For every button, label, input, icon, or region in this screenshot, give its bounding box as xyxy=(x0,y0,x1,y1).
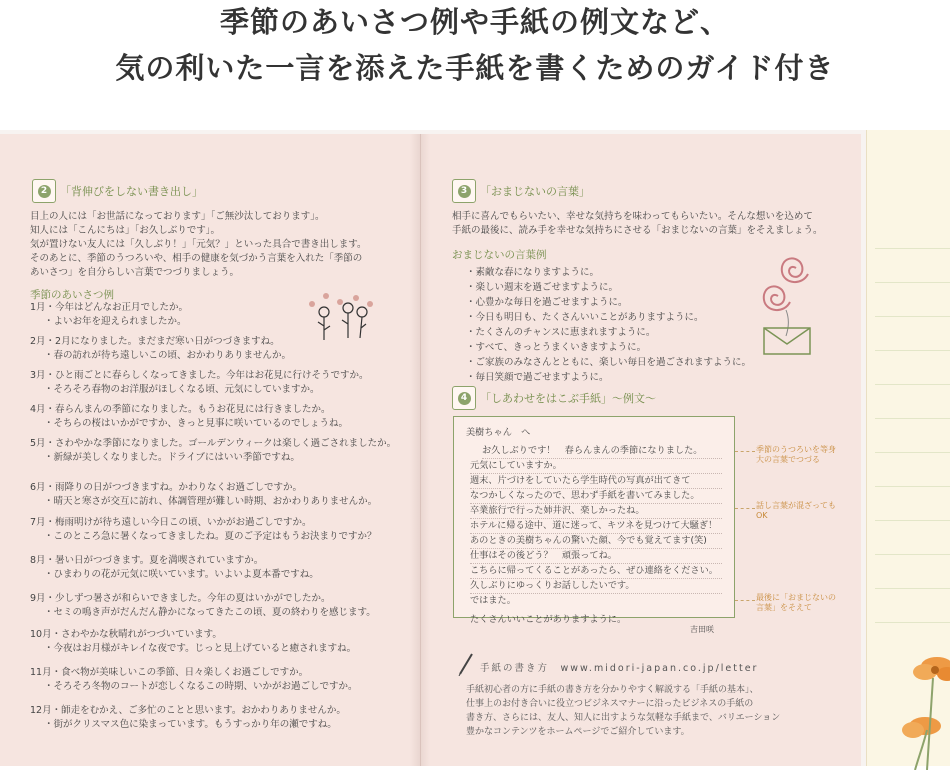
footer-line: 書き方、さらには、友人、知人に出すような気軽な手紙まで、バリエーション xyxy=(466,713,781,723)
letter-line: なつかしくなったので、思わず手紙を書いてみました。 xyxy=(470,488,722,504)
letter-line: こちらに帰ってくることがあったら、ぜひ連絡をください。 xyxy=(470,563,722,579)
month-item: 6月・雨降りの日がつづきますね。かわりなくお過ごしですか。 ・晴天と寒さが交互に訪れ、体調管理が難しい時期、おかわりありませんか。 xyxy=(30,482,378,507)
footer-line: 仕事上のお付き合いに役立つビジネスマナーに沿ったビジネスの手紙の xyxy=(466,699,754,709)
month-item: 2月・2月になりました。まだまだ寒い日がつづきますね。 ・春の訪れが待ち遠しいこの頃、おかわりありませんか。 xyxy=(30,336,292,361)
footer-line: 手紙初心者の方に手紙の書き方を分かりやすく解説する「手紙の基本」、 xyxy=(466,685,759,695)
month-item: 12月・師走をむかえ、ご多忙のことと思います。おかわりありませんか。 ・街がクリスマス色に染まっています。もうすっかり年の瀬ですね。 xyxy=(30,705,346,730)
envelope-3-icon: 3 xyxy=(452,179,476,203)
phrase-item: ・心豊かな毎日を過ごせますように。 xyxy=(466,297,628,308)
note-seasonal: 季節のうつろいを等身大の言葉でつづる xyxy=(756,445,836,464)
month-item: 1月・今年はどんなお正月でしたか。 ・よいお年を迎えられましたか。 xyxy=(30,302,189,327)
section-3-title: 「おまじないの言葉」 xyxy=(480,185,590,198)
letter-line: 週末、片づけをしていたら学生時代の写真が出てきて xyxy=(470,473,722,489)
intro-line: 知人には「こんにちは」「お久しぶりです」。 xyxy=(30,225,221,236)
note-casual: 話し言葉が混ざってもOK xyxy=(756,501,836,520)
letter-line: あのときの美樹ちゃんの驚いた顔、今でも覚えてます(笑) xyxy=(470,533,722,549)
phrase-item: ・毎日笑顔で過ごせますように。 xyxy=(466,372,609,383)
month-item: 7月・梅雨明けが待ち遠しい今日この頃、いかがお過ごしですか。 ・このところ急に暑くなってきましたね。夏のご予定はもうお決まりですか？ xyxy=(30,517,377,542)
headline-line-1: 季節のあいさつ例や手紙の例文など、 xyxy=(219,5,730,39)
section-4-header xyxy=(452,386,656,410)
phrase-item: ・ご家族のみなさんとともに、楽しい毎日を過ごされますように。 xyxy=(466,357,752,368)
intro-line: そのあとに、季節のうつろいや、相手の健康を気づかう言葉を入れた「季節の xyxy=(30,253,363,264)
letter-line: ではまた。 xyxy=(470,595,516,606)
headline-line-2: 気の利いた一言を添えた手紙を書くためのガイド付き xyxy=(115,51,835,85)
month-item: 9月・少しずつ暑さが和らいできました。今年の夏はいかがでしたか。 ・セミの鳴き声がだんだん静かになってきたこの頃、夏の終わりを感じます。 xyxy=(30,593,376,618)
month-item: 3月・ひと雨ごとに春らしくなってきました。今年はお花見に行けそうですか。 ・そろそろ春物のお洋服がほしくなる頃、元気にしていますか。 xyxy=(30,370,369,395)
letter-closing-line: たくさんいいことがありますように。 xyxy=(470,614,627,625)
footer-line: 豊かなコンテンツをホームページでご紹介しています。 xyxy=(466,727,690,737)
section-3-header xyxy=(452,179,590,203)
flower-sprout-icon xyxy=(300,290,380,344)
phrase-item: ・素敵な春になりますように。 xyxy=(466,267,600,278)
letter-line: 卒業旅行で行った姉井沢、楽しかったね。 xyxy=(470,503,722,519)
month-item: 8月・暑い日がつづきます。夏を満喫されていますか。 ・ひまわりの花が元気に咲いています。いよいよ夏本番ですね。 xyxy=(30,555,319,580)
month-item: 11月・食べ物が美味しいこの季節、日々楽しくお過ごしですか。 ・そろそろ冬物のコートが恋しくなるこの時期、いかがお過ごしですか。 xyxy=(30,667,358,692)
note-leader xyxy=(735,508,755,509)
section-3-intro-line: 相手に喜んでもらいたい、幸せな気持ちを味わってもらいたい。そんな想いを込めて xyxy=(452,211,813,222)
month-item: 5月・さわやかな季節になりました。ゴールデンウィークは楽しく過ごされましたか。 ・新緑が美しくなりました。ドライブにはいい季節ですね。 xyxy=(30,438,397,463)
intro-line: 気が置けない友人には「久しぶり！」「元気？」といった具合で書き出します。 xyxy=(30,239,367,250)
phrase-item: ・すべて、きっとうまくいきますように。 xyxy=(466,342,647,353)
phrase-item: ・たくさんのチャンスに恵まれますように。 xyxy=(466,327,656,338)
note-leader xyxy=(735,451,755,452)
spine-shadow xyxy=(410,134,430,766)
yellow-letter-paper xyxy=(866,130,950,766)
letter-line: お久しぶりです！ 春らんまんの季節になりました。 xyxy=(482,443,722,459)
month-item: 10月・さわやかな秋晴れがつづいています。 ・今夜はお月様がキレイな夜です。じっと見上げていると癒されますね。 xyxy=(30,629,357,654)
envelope-4-icon: 4 xyxy=(452,386,476,410)
spiral-envelope-icon xyxy=(756,250,826,360)
letter-line: 仕事はその後どう？ 頑張ってね。 xyxy=(470,548,722,564)
letter-signature: 吉田咲 xyxy=(690,625,714,634)
section-3-intro-line: 手紙の最後に、読み手を幸せな気持ちにさせる「おまじないの言葉」をそえましょう。 xyxy=(452,225,823,236)
section-2-title: 「背伸びをしない書き出し」 xyxy=(60,185,203,198)
seasonal-examples-title: 季節のあいさつ例 xyxy=(30,289,114,301)
footer-title: 手紙の書き方 www.midori-japan.co.jp/letter xyxy=(480,663,759,674)
note-charm: 最後に「おまじないの言葉」をそえて xyxy=(756,593,836,612)
envelope-2-icon: 2 xyxy=(32,179,56,203)
month-item: 4月・春らんまんの季節になりました。もうお花見には行きましたか。 ・そちらの桜はいかがですか、きっと見事に咲いているのでしょうね。 xyxy=(30,404,349,429)
intro-line: あいさつ」を自分らしい言葉でつづりましょう。 xyxy=(30,267,240,278)
phrase-item: ・今日も明日も、たくさんいいことがありますように。 xyxy=(466,312,704,323)
pen-icon xyxy=(456,652,476,676)
section-2-header xyxy=(32,179,203,203)
letter-line: 久しぶりにゆっくりお話ししたいです。 xyxy=(470,578,722,594)
example-letter xyxy=(453,416,735,618)
section-4-title: 「しあわせをはこぶ手紙」～例文～ xyxy=(480,392,656,405)
orange-flower-icon xyxy=(867,630,950,770)
intro-line: 目上の人には「お世話になっております」「ご無沙汰しております」。 xyxy=(30,211,325,222)
letter-line: ホテルに帰る途中、道に迷って、キツネを見つけて大騒ぎ！ xyxy=(470,518,722,534)
letter-line: 美樹ちゃん へ xyxy=(466,427,531,438)
phrase-item: ・楽しい週末を過ごせますように。 xyxy=(466,282,619,293)
letter-line: 元気にしていますか。 xyxy=(470,458,722,474)
charm-examples-title: おまじないの言葉例 xyxy=(452,249,547,261)
note-leader xyxy=(735,600,755,601)
